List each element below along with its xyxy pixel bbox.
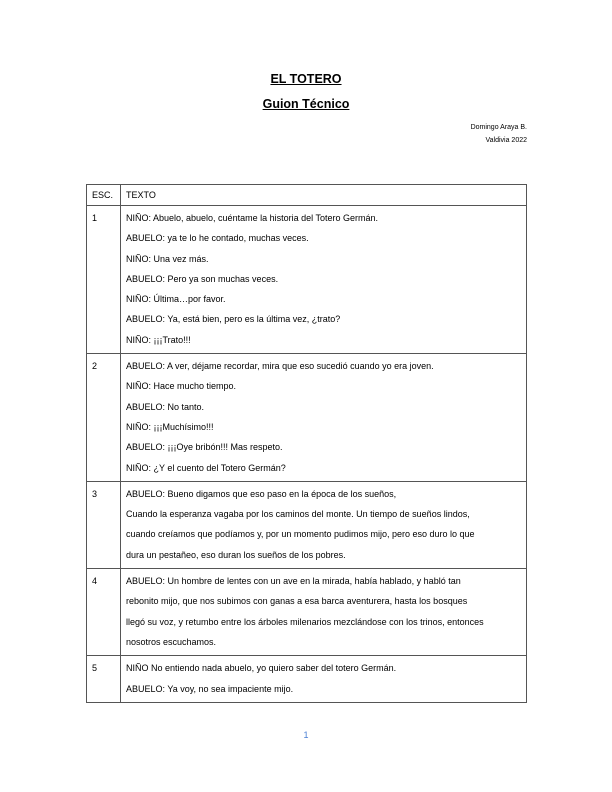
scene-number: 4 <box>87 569 121 656</box>
scene-number: 3 <box>87 481 121 568</box>
dialogue-line: ABUELO: No tanto. <box>126 401 205 412</box>
dialogue-line: ABUELO: ¡¡¡Oye bribón!!! Mas respeto. <box>126 442 283 453</box>
dialogue-line: llegó su voz, y retumbo entre los árboles milenarios mezclándose con los trinos, entonces <box>126 616 484 627</box>
header-scene: ESC. <box>87 185 121 206</box>
header-text: TEXTO <box>121 185 527 206</box>
dialogue-line: ABUELO: ya te lo he contado, muchas veces. <box>126 233 309 244</box>
document-title: EL TOTERO <box>270 72 342 86</box>
dialogue-line: nosotros escuchamos. <box>126 636 217 647</box>
dialogue-line: ABUELO: Un hombre de lentes con un ave en la mirada, había hablado, y habló tan <box>126 576 461 587</box>
scene-text <box>121 354 527 482</box>
table-row <box>87 569 527 656</box>
author-name: Domingo Araya B. <box>470 124 527 131</box>
dialogue-line: NIÑO No entiendo nada abuelo, yo quiero saber del totero Germán. <box>126 663 397 674</box>
document-subtitle: Guion Técnico <box>262 97 350 111</box>
dialogue-line: rebonito mijo, que nos subimos con ganas a esa barca aventurera, hasta los bosques <box>126 596 468 607</box>
scene-text <box>121 481 527 568</box>
dialogue-line: ABUELO: A ver, déjame recordar, mira que eso sucedió cuando yo era joven. <box>126 361 434 372</box>
dialogue-line: ABUELO: Pero ya son muchas veces. <box>126 273 279 284</box>
scene-text <box>121 656 527 703</box>
table-row <box>87 481 527 568</box>
table-header-row <box>87 185 527 206</box>
dialogue-line: ABUELO: Ya, está bien, pero es la última vez, ¿trato? <box>126 314 341 325</box>
dialogue-line: NIÑO: Última…por favor. <box>126 294 226 305</box>
dialogue-line: dura un pestañeo, eso duran los sueños de los pobres. <box>126 549 346 560</box>
table-row <box>87 354 527 482</box>
dialogue-line: NIÑO: ¡¡¡Trato!!! <box>126 334 191 345</box>
dialogue-line: Cuando la esperanza vagaba por los caminos del monte. Un tiempo de sueños lindos, <box>126 509 470 520</box>
scene-number: 2 <box>87 354 121 482</box>
scene-number: 5 <box>87 656 121 703</box>
dialogue-line: NIÑO: Una vez más. <box>126 253 209 264</box>
dialogue-line: NIÑO: Hace mucho tiempo. <box>126 381 237 392</box>
dialogue-line: cuando creíamos que podíamos y, por un momento pudimos mijo, pero eso duro lo que <box>126 529 475 540</box>
dialogue-line: ABUELO: Ya voy, no sea impaciente mijo. <box>126 683 294 694</box>
table-row <box>87 206 527 354</box>
dialogue-line: ABUELO: Bueno digamos que eso paso en la época de los sueños, <box>126 488 397 499</box>
script-table <box>86 184 527 703</box>
scene-number: 1 <box>87 206 121 354</box>
dialogue-line: NIÑO: ¡¡¡Muchísimo!!! <box>126 421 214 432</box>
place-date: Valdivia 2022 <box>485 137 527 144</box>
table-row <box>87 656 527 703</box>
scene-text <box>121 569 527 656</box>
dialogue-line: NIÑO: ¿Y el cuento del Totero Germán? <box>126 462 286 473</box>
page-number: 1 <box>303 730 309 740</box>
dialogue-line: NIÑO: Abuelo, abuelo, cuéntame la historia del Totero Germán. <box>126 213 378 223</box>
scene-text <box>121 206 527 354</box>
